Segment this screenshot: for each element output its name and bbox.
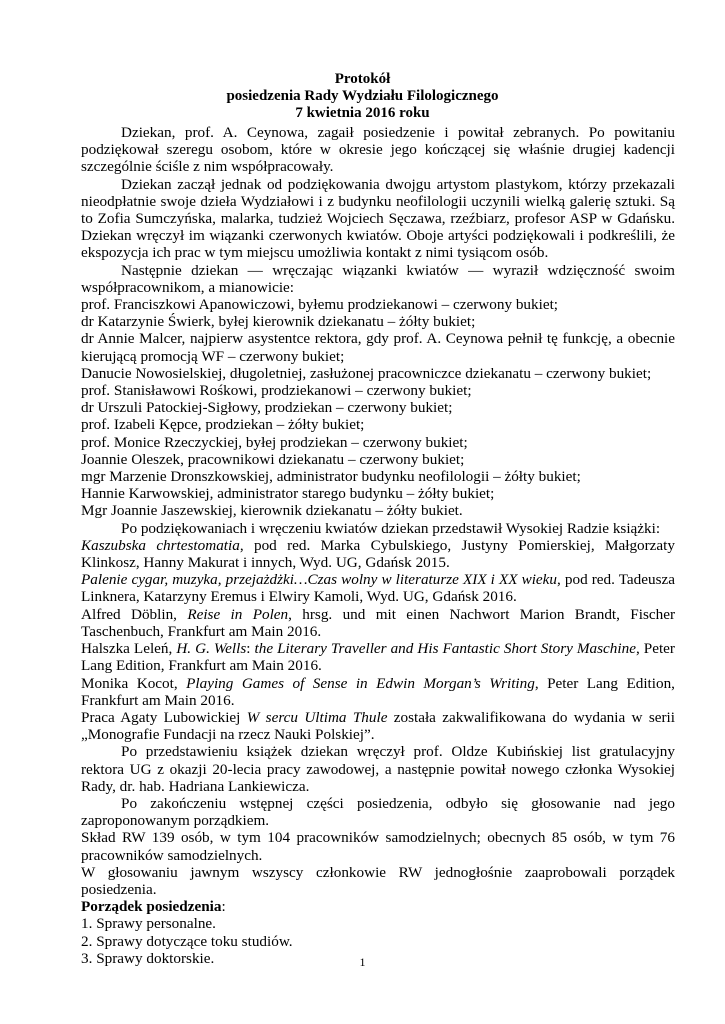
book-details: , hrsg. und mit einen Nachwort Marion Brandt, Fischer Taschenbuch, Frankfurt am Main 2016. — [81, 605, 675, 640]
book-author: Halszka Leleń, — [81, 640, 177, 658]
agenda-title: Porządek posiedzenia — [81, 898, 222, 916]
book-details: , pod red. Tadeusza Linknera, Katarzyny Eremus i Elwiry Kamoli, Wyd. UG, Gdańsk 2016. — [81, 571, 675, 606]
book-title: Playing Games of Sense in Edwin Morgan’s Writing — [186, 674, 535, 692]
agenda-item: 3. Sprawy doktorskie. — [81, 949, 215, 967]
agenda-heading — [81, 898, 675, 915]
thanks-item: dr Urszuli Patockiej-Sigłowy, prodziekan – czerwony bukiet; — [81, 399, 453, 417]
thanks-item: prof. Franciszkowi Apanowiczowi, byłemu prodziekanowi – czerwony bukiet; — [81, 296, 559, 314]
thanks-item: prof. Izabeli Kępce, prodziekan – żółty bukiet; — [81, 416, 365, 434]
agenda-item: 1. Sprawy personalne. — [81, 915, 216, 933]
book-details: : the Literary Traveller and His Fantastic Short Story Maschine, Peter Lang Edition, Frankfurt am Main 2016. — [81, 640, 675, 675]
thanks-list — [81, 296, 675, 520]
book-subtitle: the Literary Traveller and His Fantastic Short Story Maschine — [254, 640, 636, 658]
subtitle: posiedzenia Rady Wydziału Filologicznego — [226, 88, 499, 104]
thanks-item: Danucie Nowosielskiej, długoletniej, zasłużonej pracowniczce dziekanatu – czerwony bukiet; — [81, 364, 652, 382]
paragraph-books-intro: Po podziękowaniach i wręczeniu kwiatów dziekan przedstawił Wysokiej Radzie książki: — [121, 519, 661, 537]
lubowicka-post: została zakwalifikowana do wydania w serii „Monografie Fundacji na rzecz Nauki Polskiej”. — [81, 708, 675, 744]
book-details: , pod red. Marka Cybulskiego, Justyny Pomierskiej, Małgorzaty Klinkosz, Hanny Makurat i innych, Wyd. UG, Gdańsk 2015. — [81, 536, 675, 572]
title: Protokół — [334, 71, 391, 87]
thanks-item: dr Annie Malcer, najpierw asystentce rektora, gdy prof. A. Ceynowa pełnił tę funkcję, a obecnie kierującą promocją WF – czerwony bukiet; — [81, 330, 675, 365]
meeting-date: 7 kwietnia 2016 roku — [295, 105, 430, 121]
thanks-item: Hannie Karwowskiej, administrator starego budynku – żółty bukiet; — [81, 485, 495, 503]
paragraph-lubowicka — [81, 709, 675, 743]
book-entry — [81, 537, 675, 571]
book-title: Reise in Polen — [187, 605, 289, 623]
paragraph-open-vote: W głosowaniu jawnym wszyscy członkowie RW jednogłośnie zaaprobowali porządek posiedzenia. — [81, 863, 675, 898]
paragraph-artists: Dziekan zaczął jednak od podziękowania dwojgu artystom plastykom, którzy przekazali nieodpłatnie swoje dzieła Wydziałowi i z budynku neofilologii uczynili wielką galerię sztuki. Są to Zofia Sumczyńska, malarka, tudzież Wojciech Sęczawa, rzeźbiarz, profesor ASP w Gdańsku. Dziekan wręczył im wiązanki czerwonych kwiatów. Oboje artyści podziękowali i podkreślili, że ekspozycja ich prac w tym miejscu umożliwia kontakt z nimi tysiącom osób. — [81, 175, 675, 262]
books-list — [81, 537, 675, 709]
document-body — [81, 124, 675, 967]
thanks-item: prof. Monice Rzeczyckiej, byłej prodziekan – czerwony bukiet; — [81, 433, 468, 451]
paragraph-kubinska: Po przedstawieniu książek dziekan wręczył prof. Oldze Kubińskiej list gratulacyjny rektora UG z okazji 20-lecia pracy zawodowej, a następnie powitał nowego członka Wysokiej Rady, dr. hab. Hadriana Lankiewicza. — [81, 743, 675, 795]
book-title: H. G. Wells — [176, 640, 247, 658]
paragraph-opening: Dziekan, prof. A. Ceynowa, zagaił posiedzenie i powitał zebranych. Po powitaniu podziękował szeregu osobom, które w okresie jego kończącej się właśnie drugiej kadencji szczególnie ściśle z nim współpracowały. — [81, 124, 675, 176]
book-details: , Peter Lang Edition, Frankfurt am Main 2016. — [81, 674, 675, 709]
paragraph-council-composition: Skład RW 139 osób, w tym 104 pracowników samodzielnych; obecnych 85 osób, w tym 76 pracowników samodzielnych. — [81, 829, 675, 864]
book-title: Kaszubska chrtestomatia — [81, 536, 240, 554]
thanks-item: dr Katarzynie Świerk, byłej kierownik dziekanatu – żółty bukiet; — [81, 313, 476, 331]
book-entry — [81, 675, 675, 709]
thanks-item: Mgr Joannie Jaszewskiej, kierownik dziekanatu – żółty bukiet. — [81, 502, 463, 520]
book-title: Palenie cygar, muzyka, przejażdżki…Czas wolny w literaturze XIX i XX wieku — [81, 571, 558, 589]
thanks-item: prof. Stanisławowi Rośkowi, prodziekanowi – czerwony bukiet; — [81, 382, 472, 400]
book-author: Monika Kocot, — [81, 674, 187, 692]
book-entry — [81, 640, 675, 674]
lubowicka-title: W sercu Ultima Thule — [246, 708, 388, 726]
thanks-item: Joannie Oleszek, pracownikowi dziekanatu – czerwony bukiet; — [81, 450, 465, 468]
page-number: 1 — [359, 955, 366, 969]
agenda-item: 2. Sprawy dotyczące toku studiów. — [81, 932, 293, 950]
lubowicka-pre: Praca Agaty Lubowickiej — [81, 708, 247, 726]
book-entry — [81, 606, 675, 640]
thanks-item: mgr Marzenie Dronszkowskiej, administrator budynku neofilologii – żółty bukiet; — [81, 468, 581, 486]
paragraph-thanks-intro: Następnie dziekan ― wręczając wiązanki kwiatów ― wyraził wdzięczność swoim współpracownikom, a mianowicie: — [81, 261, 675, 296]
book-entry — [81, 571, 675, 605]
paragraph-voting: Po zakończeniu wstępnej części posiedzenia, odbyło się głosowanie nad jego zaproponowanym porządkiem. — [81, 794, 675, 830]
book-author: Alfred Döblin, — [81, 605, 188, 623]
agenda-colon: : — [221, 898, 226, 916]
